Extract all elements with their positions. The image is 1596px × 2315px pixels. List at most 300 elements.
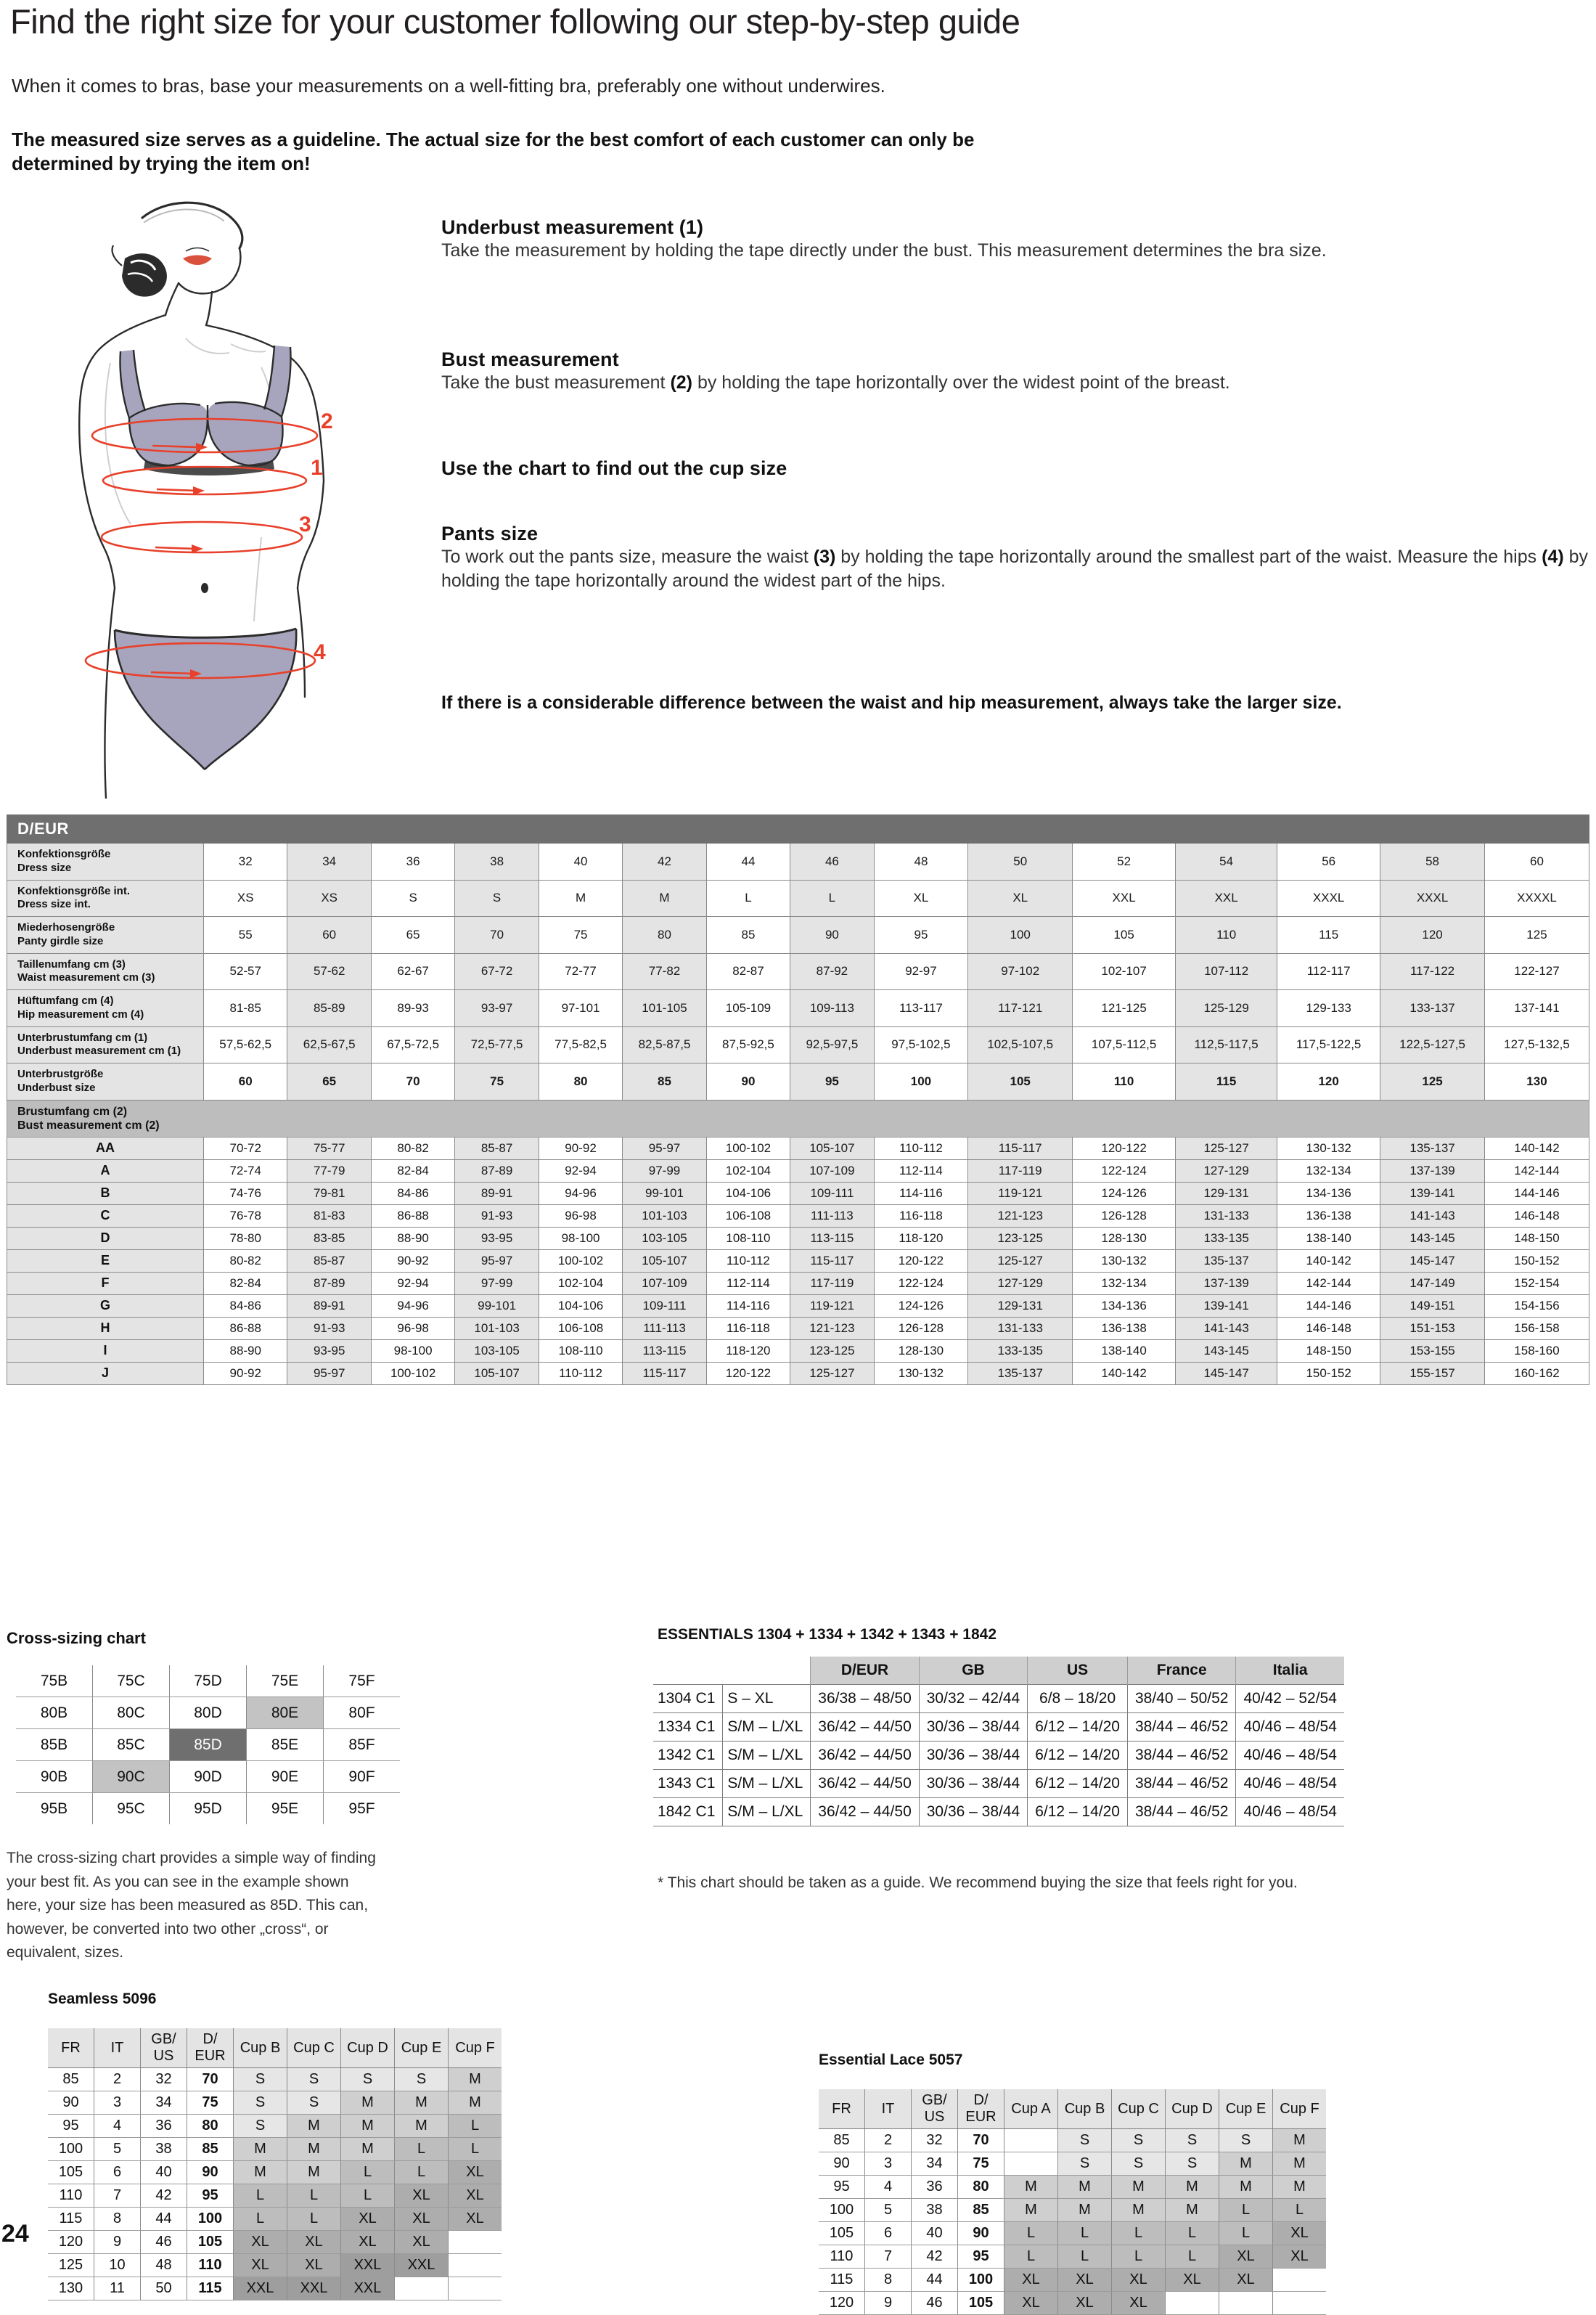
lace-row xyxy=(819,2199,1326,2222)
cup-cell: 129-131 xyxy=(968,1294,1073,1317)
cup-cell: 124-126 xyxy=(1073,1182,1176,1204)
seamless-cup-cell xyxy=(449,2277,502,2300)
band-title-bust: Brustumfang cm (2) Bust measurement cm (2) xyxy=(7,1100,1589,1137)
lace-cup-cell: L xyxy=(1273,2199,1327,2222)
section-body-pants xyxy=(441,545,1588,593)
lace-size-cell: 44 xyxy=(912,2269,958,2292)
lace-header-row xyxy=(819,2089,1326,2129)
cross-cell[interactable]: 95B xyxy=(40,1800,68,1817)
cross-sizing-description: The cross-sizing chart provides a simple way of finding your best fit. As you can see in the example shown here, your size has been measured as 85D. This can, however, be converted into two other „cross“, or equivalent, sizes. xyxy=(7,1850,376,1961)
table-cell: 65 xyxy=(371,917,454,954)
seamless-cup-cell: M xyxy=(287,2161,341,2184)
lace-size-cell: 4 xyxy=(865,2176,912,2199)
cross-cell[interactable]: 90E xyxy=(247,1761,324,1793)
table-cell: 89-93 xyxy=(371,990,454,1027)
seamless-size-cell: 2 xyxy=(94,2068,141,2091)
cup-cell: 153-155 xyxy=(1380,1339,1485,1362)
essentials-cell: 6/8 – 18/20 xyxy=(1028,1685,1128,1713)
table-row xyxy=(7,844,1589,881)
table-cell: 110 xyxy=(1176,917,1277,954)
cup-row xyxy=(7,1339,1589,1362)
essentials-cell: 38/44 – 46/52 xyxy=(1127,1798,1235,1826)
lace-header-cell: GB/ US xyxy=(912,2089,958,2129)
cup-cell: 145-147 xyxy=(1380,1249,1485,1272)
lace-cup-cell: L xyxy=(1004,2245,1058,2269)
cup-cell: 146-148 xyxy=(1277,1317,1380,1339)
cross-cell[interactable]: 75C xyxy=(93,1665,170,1697)
seamless-cup-cell: XXL xyxy=(341,2254,395,2277)
cross-cell[interactable]: 75B xyxy=(16,1665,93,1697)
lace-cup-cell: XL xyxy=(1058,2269,1112,2292)
seamless-cup-cell: M xyxy=(395,2115,449,2138)
essentials-cell: 36/42 – 44/50 xyxy=(811,1798,919,1826)
table-cell: 62,5-67,5 xyxy=(287,1026,371,1063)
cup-cell: 127-129 xyxy=(1176,1159,1277,1182)
seamless-cup-cell: L xyxy=(234,2184,287,2208)
figure-label-1: 1 xyxy=(311,456,323,480)
seamless-cup-cell: M xyxy=(341,2091,395,2115)
cup-cell: 137-139 xyxy=(1176,1272,1277,1294)
table-cell: XXXXL xyxy=(1484,880,1589,917)
cup-cell: 120-122 xyxy=(874,1249,968,1272)
cross-sizing-table xyxy=(16,1665,400,1824)
table-cell: 72-77 xyxy=(539,953,622,990)
cup-cell: 140-142 xyxy=(1073,1362,1176,1384)
cup-cell: 113-115 xyxy=(623,1339,706,1362)
table-cell: XL xyxy=(874,880,968,917)
lace-cup-cell: S xyxy=(1112,2129,1166,2152)
lace-row xyxy=(819,2245,1326,2269)
seamless-size-cell: 48 xyxy=(141,2254,187,2277)
cup-cell: 75-77 xyxy=(287,1137,371,1159)
cup-cell: 150-152 xyxy=(1277,1362,1380,1384)
seamless-cup-cell: L xyxy=(287,2184,341,2208)
lace-size-cell: 42 xyxy=(912,2245,958,2269)
cup-row xyxy=(7,1272,1589,1294)
essentials-cell: S/M – L/XL xyxy=(723,1742,811,1770)
cup-cell: 104-106 xyxy=(706,1182,790,1204)
cup-cell: 156-158 xyxy=(1484,1317,1589,1339)
cup-cell: 150-152 xyxy=(1484,1249,1589,1272)
seamless-cup-cell: XL xyxy=(449,2161,502,2184)
lace-cup-cell xyxy=(1004,2129,1058,2152)
seamless-row xyxy=(48,2115,502,2138)
seamless-size-cell: 5 xyxy=(94,2138,141,2161)
lace-size-cell: 6 xyxy=(865,2222,912,2245)
cup-cell: 121-123 xyxy=(790,1317,874,1339)
lace-cup-cell: L xyxy=(1219,2199,1273,2222)
seamless-cup-cell: M xyxy=(234,2138,287,2161)
table-cell: 75 xyxy=(455,1063,539,1101)
seamless-size-cell: 95 xyxy=(48,2115,94,2138)
table-cell: 95 xyxy=(874,917,968,954)
lace-header-cell: IT xyxy=(865,2089,912,2129)
seamless-cup-cell: XXL xyxy=(395,2254,449,2277)
cross-cell[interactable]: 80C xyxy=(93,1697,170,1729)
cup-cell: 140-142 xyxy=(1484,1137,1589,1159)
row-label: Konfektionsgröße Dress size xyxy=(7,844,204,881)
table-cell: 125-129 xyxy=(1176,990,1277,1027)
essentials-cell: 1334 C1 xyxy=(653,1713,723,1742)
table-cell: XL xyxy=(968,880,1073,917)
essentials-cell: 36/42 – 44/50 xyxy=(811,1770,919,1798)
cup-cell: 96-98 xyxy=(539,1204,622,1227)
essentials-cell: 40/46 – 48/54 xyxy=(1236,1798,1344,1826)
row-label: Taillenumfang cm (3) Waist measurement cm (3) xyxy=(7,953,204,990)
section-body-underbust: Take the measurement by holding the tape directly under the bust. This measurement determines the bra size. xyxy=(441,240,1327,261)
cup-cell: 124-126 xyxy=(874,1294,968,1317)
table-cell: 65 xyxy=(287,1063,371,1101)
cup-cell: 72-74 xyxy=(204,1159,287,1182)
seamless-size-cell: 40 xyxy=(141,2161,187,2184)
seamless-size-cell: 85 xyxy=(187,2138,234,2161)
cup-cell: 143-145 xyxy=(1380,1227,1485,1249)
table-cell: 101-105 xyxy=(623,990,706,1027)
essentials-header-cell xyxy=(723,1657,811,1685)
figure-label-3: 3 xyxy=(299,513,311,536)
cup-cell: 131-133 xyxy=(968,1317,1073,1339)
lace-cup-cell: L xyxy=(1058,2245,1112,2269)
cross-cell[interactable]: 85F xyxy=(324,1729,401,1761)
cup-cell: 152-154 xyxy=(1484,1272,1589,1294)
cup-cell: 92-94 xyxy=(371,1272,454,1294)
seamless-size-cell: 125 xyxy=(48,2254,94,2277)
seamless-size-cell: 38 xyxy=(141,2138,187,2161)
lace-cup-cell: XL xyxy=(1004,2269,1058,2292)
essentials-cell: 6/12 – 14/20 xyxy=(1028,1713,1128,1742)
table-cell: 38 xyxy=(455,844,539,881)
table-cell: 52-57 xyxy=(204,953,287,990)
table-cell: 107,5-112,5 xyxy=(1073,1026,1176,1063)
section-pants xyxy=(441,523,1588,593)
cup-cell: 84-86 xyxy=(371,1182,454,1204)
cup-cell: 101-103 xyxy=(623,1204,706,1227)
lace-cup-cell: XL xyxy=(1112,2269,1166,2292)
seamless-cup-cell: L xyxy=(341,2161,395,2184)
cup-cell: 110-112 xyxy=(874,1137,968,1159)
cup-cell: 100-102 xyxy=(706,1137,790,1159)
cup-cell: 94-96 xyxy=(371,1294,454,1317)
cup-cell: 115-117 xyxy=(790,1249,874,1272)
cup-cell: 135-137 xyxy=(1176,1249,1277,1272)
lace-cup-cell: M xyxy=(1004,2199,1058,2222)
main-size-table xyxy=(7,814,1589,1385)
cup-cell: 126-128 xyxy=(1073,1204,1176,1227)
table-cell: 85-89 xyxy=(287,990,371,1027)
table-cell: 60 xyxy=(1484,844,1589,881)
cross-cell[interactable]: 85B xyxy=(16,1729,93,1761)
table-cell: 72,5-77,5 xyxy=(455,1026,539,1063)
table-cell: 117,5-122,5 xyxy=(1277,1026,1380,1063)
lace-header-cell: Cup A xyxy=(1004,2089,1058,2129)
essentials-title: ESSENTIALS 1304 + 1334 + 1342 + 1343 + 1842 xyxy=(658,1626,997,1643)
cross-cell[interactable]: 75E xyxy=(247,1665,324,1697)
lace-cup-cell: M xyxy=(1058,2199,1112,2222)
page-number: 24 xyxy=(1,2220,29,2247)
seamless-header-cell: FR xyxy=(48,2028,94,2068)
essentials-header-cell: D/EUR xyxy=(811,1657,919,1685)
seamless-size-cell: 110 xyxy=(48,2184,94,2208)
essentials-cell: 36/38 – 48/50 xyxy=(811,1685,919,1713)
cup-cell: 155-157 xyxy=(1380,1362,1485,1384)
seamless-cup-cell: XL xyxy=(341,2231,395,2254)
cup-cell: 111-113 xyxy=(790,1204,874,1227)
table-cell: 80 xyxy=(623,917,706,954)
cup-label: C xyxy=(7,1204,204,1227)
cross-cell[interactable]: 75D xyxy=(170,1665,247,1697)
lace-size-cell: 3 xyxy=(865,2152,912,2176)
essentials-cell: 38/44 – 46/52 xyxy=(1127,1770,1235,1798)
table-row xyxy=(7,917,1589,954)
table-cell: XXXL xyxy=(1277,880,1380,917)
cup-cell: 78-80 xyxy=(204,1227,287,1249)
cross-row xyxy=(16,1729,400,1761)
lace-header-cell: Cup D xyxy=(1166,2089,1219,2129)
essentials-footnote: * This chart should be taken as a guide. We recommend buying the size that feels right for you. xyxy=(658,1874,1298,1891)
seamless-row xyxy=(48,2184,502,2208)
cross-cell[interactable]: 85D xyxy=(170,1729,247,1761)
essentials-header-cell: Italia xyxy=(1236,1657,1344,1685)
essentials-cell: 1343 C1 xyxy=(653,1770,723,1798)
seamless-size-cell: 10 xyxy=(94,2254,141,2277)
seamless-title: Seamless 5096 xyxy=(48,1991,157,2007)
cup-cell: 148-150 xyxy=(1484,1227,1589,1249)
cup-cell: 85-87 xyxy=(455,1137,539,1159)
lace-size-cell: 100 xyxy=(819,2199,865,2222)
cup-cell: 130-132 xyxy=(1277,1137,1380,1159)
table-cell: 57,5-62,5 xyxy=(204,1026,287,1063)
essentials-cell: 40/46 – 48/54 xyxy=(1236,1713,1344,1742)
section-cupsize xyxy=(441,457,1588,480)
cup-cell: 125-127 xyxy=(968,1249,1073,1272)
cup-cell: 97-99 xyxy=(455,1272,539,1294)
cup-cell: 81-83 xyxy=(287,1204,371,1227)
lace-cup-cell: XL xyxy=(1273,2245,1327,2269)
cup-cell: 108-110 xyxy=(539,1339,622,1362)
cross-cell[interactable]: 75F xyxy=(324,1665,401,1697)
table-cell: 107-112 xyxy=(1176,953,1277,990)
cup-row xyxy=(7,1137,1589,1159)
seamless-size-cell: 100 xyxy=(187,2208,234,2231)
seamless-cup-cell: XXL xyxy=(287,2277,341,2300)
lace-cup-cell: XL xyxy=(1219,2269,1273,2292)
seamless-cup-cell: S xyxy=(287,2068,341,2091)
table-cell: S xyxy=(455,880,539,917)
cup-cell: 158-160 xyxy=(1484,1339,1589,1362)
essentials-cell: 30/36 – 38/44 xyxy=(919,1798,1027,1826)
table-cell: 133-137 xyxy=(1380,990,1485,1027)
seamless-size-cell: 105 xyxy=(187,2231,234,2254)
cup-label: B xyxy=(7,1182,204,1204)
table-cell: 55 xyxy=(204,917,287,954)
table-cell: 112-117 xyxy=(1277,953,1380,990)
cup-cell: 82-84 xyxy=(204,1272,287,1294)
table-cell: 115 xyxy=(1277,917,1380,954)
lace-size-cell: 46 xyxy=(912,2292,958,2315)
table-cell: 50 xyxy=(968,844,1073,881)
lace-cup-cell: XL xyxy=(1004,2292,1058,2315)
cup-cell: 91-93 xyxy=(455,1204,539,1227)
lace-size-cell: 40 xyxy=(912,2222,958,2245)
cup-cell: 89-91 xyxy=(287,1294,371,1317)
cross-cell[interactable]: 80B xyxy=(16,1697,93,1729)
seamless-cup-cell: XL xyxy=(395,2231,449,2254)
lace-cup-cell xyxy=(1273,2292,1327,2315)
cup-cell: 97-99 xyxy=(623,1159,706,1182)
seamless-size-cell: 130 xyxy=(48,2277,94,2300)
lace-table xyxy=(819,2089,1326,2315)
cup-cell: 143-145 xyxy=(1176,1339,1277,1362)
cup-cell: 94-96 xyxy=(539,1182,622,1204)
lace-cup-cell: M xyxy=(1166,2176,1219,2199)
cup-cell: 115-117 xyxy=(968,1137,1073,1159)
cup-cell: 160-162 xyxy=(1484,1362,1589,1384)
cup-row xyxy=(7,1317,1589,1339)
table-cell: L xyxy=(706,880,790,917)
cross-cell[interactable]: 85E xyxy=(247,1729,324,1761)
cup-label: G xyxy=(7,1294,204,1317)
seamless-size-cell: 36 xyxy=(141,2115,187,2138)
lace-cup-cell: S xyxy=(1166,2129,1219,2152)
table-cell: 36 xyxy=(371,844,454,881)
table-row xyxy=(7,990,1589,1027)
table-row xyxy=(7,1026,1589,1063)
table-cell: 97,5-102,5 xyxy=(874,1026,968,1063)
cup-label: J xyxy=(7,1362,204,1384)
cup-cell: 99-101 xyxy=(455,1294,539,1317)
cup-label: AA xyxy=(7,1137,204,1159)
seamless-size-cell: 3 xyxy=(94,2091,141,2115)
table-cell: 93-97 xyxy=(455,990,539,1027)
table-cell: 77,5-82,5 xyxy=(539,1026,622,1063)
row-label: Unterbrustgröße Underbust size xyxy=(7,1063,204,1101)
cup-cell: 98-100 xyxy=(371,1339,454,1362)
cup-label: I xyxy=(7,1339,204,1362)
cup-cell: 114-116 xyxy=(874,1182,968,1204)
table-cell: 34 xyxy=(287,844,371,881)
lace-cup-cell: M xyxy=(1219,2152,1273,2176)
seamless-cup-cell: XL xyxy=(395,2184,449,2208)
cup-cell: 138-140 xyxy=(1073,1339,1176,1362)
pants-text-mid: by holding the tape horizontally around the smallest part of the waist. Measure the hips xyxy=(835,547,1542,567)
bust-marker-2: (2) xyxy=(670,372,693,393)
cross-cell[interactable]: 80E xyxy=(247,1697,324,1729)
cup-cell: 132-134 xyxy=(1073,1272,1176,1294)
table-cell: L xyxy=(790,880,874,917)
seamless-cup-cell: M xyxy=(287,2138,341,2161)
body-measurement-illustration xyxy=(44,196,392,799)
page-title: Find the right size for your customer following our step-by-step guide xyxy=(10,2,1020,41)
cross-cell[interactable]: 80D xyxy=(170,1697,247,1729)
cup-cell: 108-110 xyxy=(706,1227,790,1249)
table-cell: 60 xyxy=(204,1063,287,1101)
cross-cell[interactable]: 90B xyxy=(16,1761,93,1793)
section-heading-bust: Bust measurement xyxy=(441,348,619,370)
cross-cell[interactable]: 90F xyxy=(324,1761,401,1793)
table-row xyxy=(7,953,1589,990)
bust-text-pre: Take the bust measurement xyxy=(441,372,671,393)
table-cell: 105 xyxy=(968,1063,1073,1101)
cup-cell: 93-95 xyxy=(455,1227,539,1249)
table-cell: 110 xyxy=(1073,1063,1176,1101)
table-cell: XXL xyxy=(1176,880,1277,917)
cup-row xyxy=(7,1249,1589,1272)
lace-size-cell: 100 xyxy=(958,2269,1004,2292)
cup-cell: 121-123 xyxy=(968,1204,1073,1227)
essentials-row xyxy=(653,1770,1344,1798)
table-cell: M xyxy=(623,880,706,917)
lace-cup-cell: M xyxy=(1273,2152,1327,2176)
seamless-cup-cell: L xyxy=(395,2161,449,2184)
lace-cup-cell: L xyxy=(1004,2222,1058,2245)
seamless-row xyxy=(48,2091,502,2115)
table-cell: 125 xyxy=(1380,1063,1485,1101)
cup-cell: 85-87 xyxy=(287,1249,371,1272)
seamless-size-cell: 8 xyxy=(94,2208,141,2231)
seamless-size-cell: 75 xyxy=(187,2091,234,2115)
seamless-cup-cell: XL xyxy=(234,2254,287,2277)
seamless-cup-cell xyxy=(395,2277,449,2300)
essentials-cell: 38/40 – 50/52 xyxy=(1127,1685,1235,1713)
cross-cell[interactable]: 80F xyxy=(324,1697,401,1729)
lace-size-cell: 90 xyxy=(958,2222,1004,2245)
cross-cell[interactable]: 95E xyxy=(247,1793,324,1825)
cross-cell[interactable]: 95C xyxy=(93,1793,170,1825)
cup-cell: 74-76 xyxy=(204,1182,287,1204)
cross-cell[interactable]: 90C xyxy=(93,1761,170,1793)
seamless-cup-cell: L xyxy=(449,2115,502,2138)
cup-cell: 102-104 xyxy=(706,1159,790,1182)
essentials-cell: 1842 C1 xyxy=(653,1798,723,1826)
cup-cell: 116-118 xyxy=(874,1204,968,1227)
cross-cell[interactable]: 90D xyxy=(170,1761,247,1793)
table-cell: 57-62 xyxy=(287,953,371,990)
seamless-row xyxy=(48,2138,502,2161)
seamless-size-cell: 110 xyxy=(187,2254,234,2277)
seamless-cup-cell: M xyxy=(449,2091,502,2115)
lace-header-cell: FR xyxy=(819,2089,865,2129)
seamless-size-cell: 120 xyxy=(48,2231,94,2254)
lace-size-cell: 120 xyxy=(819,2292,865,2315)
cup-cell: 90-92 xyxy=(539,1137,622,1159)
seamless-cup-cell: M xyxy=(341,2115,395,2138)
table-cell: 75 xyxy=(539,917,622,954)
table-cell: 56 xyxy=(1277,844,1380,881)
table-cell: 48 xyxy=(874,844,968,881)
cross-row xyxy=(16,1665,400,1697)
table-cell: 100 xyxy=(968,917,1073,954)
cup-cell: 76-78 xyxy=(204,1204,287,1227)
essentials-cell: 6/12 – 14/20 xyxy=(1028,1770,1128,1798)
seamless-cup-cell: S xyxy=(395,2068,449,2091)
seamless-row xyxy=(48,2068,502,2091)
seamless-cup-cell: S xyxy=(341,2068,395,2091)
main-table-band-header xyxy=(7,815,1589,844)
table-cell: 127,5-132,5 xyxy=(1484,1026,1589,1063)
cross-cell[interactable]: 95F xyxy=(324,1793,401,1825)
table-cell: S xyxy=(371,880,454,917)
lace-size-cell: 85 xyxy=(958,2199,1004,2222)
cross-cell[interactable]: 95D xyxy=(170,1793,247,1825)
essentials-cell: 30/36 – 38/44 xyxy=(919,1742,1027,1770)
lace-cup-cell: XL xyxy=(1273,2222,1327,2245)
cup-cell: 99-101 xyxy=(623,1182,706,1204)
cup-cell: 142-144 xyxy=(1277,1272,1380,1294)
seamless-header-cell: Cup C xyxy=(287,2028,341,2068)
cross-cell[interactable]: 85C xyxy=(93,1729,170,1761)
table-cell: 100 xyxy=(874,1063,968,1101)
seamless-cup-cell: XL xyxy=(287,2254,341,2277)
